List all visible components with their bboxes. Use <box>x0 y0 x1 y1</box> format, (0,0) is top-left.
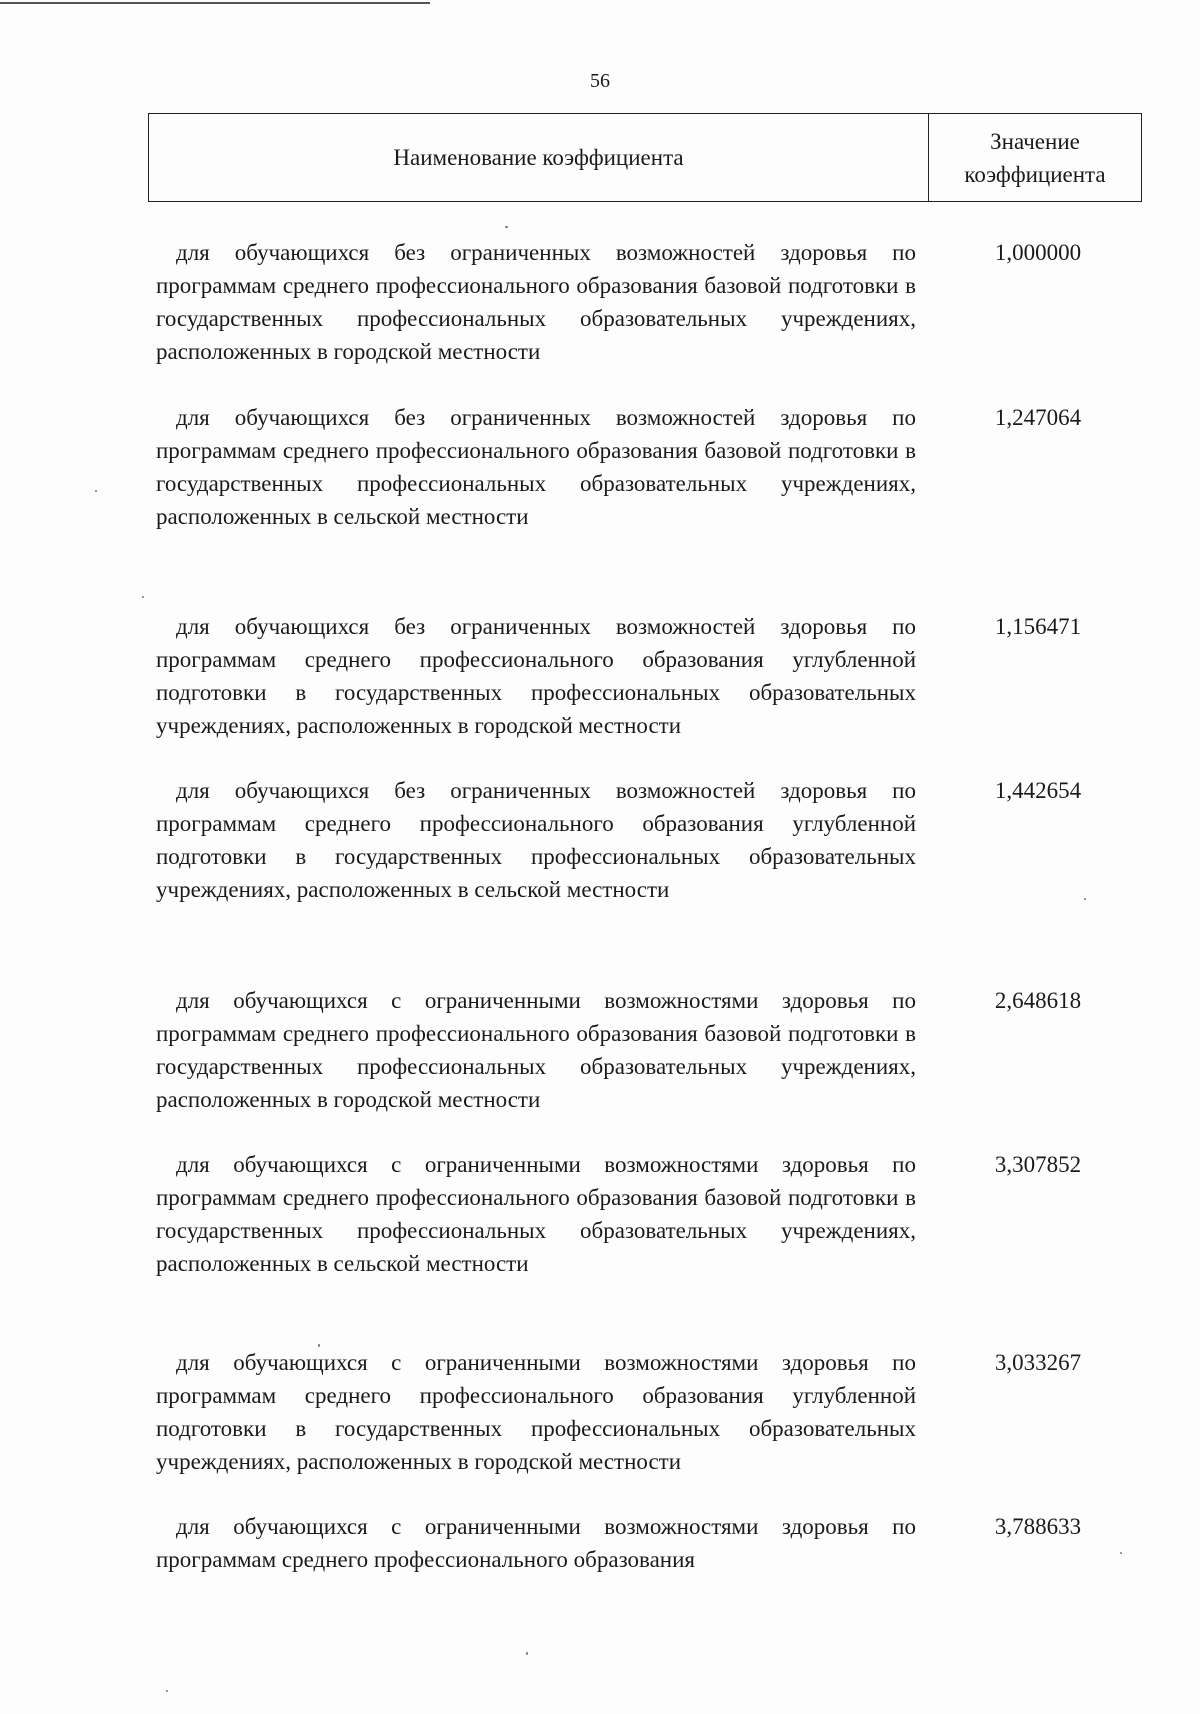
coefficient-description: для обучающихся без ограниченных возможностей здоровья по программам среднего профессионального образования углубленной подготовки в государственных профессиональных образовательных учреждениях, расположенных в сельской местности <box>156 778 916 902</box>
coefficient-value: 1,247064 <box>994 405 1082 430</box>
scan-speck <box>318 1344 320 1347</box>
coefficient-description: для обучающихся без ограниченных возможностей здоровья по программам среднего профессионального образования базовой подготовки в государственных профессиональных образовательных учреждениях, расположенных в сельской местности <box>156 405 916 529</box>
coefficient-value: 1,000000 <box>994 240 1082 265</box>
header-coefficient-name: Наименование коэффициента <box>149 114 929 201</box>
header-value-line1: Значение <box>990 128 1080 154</box>
coefficient-value: 3,788633 <box>994 1514 1082 1539</box>
coefficient-description: для обучающихся с ограниченными возможностями здоровья по программам среднего профессионального образования углубленной подготовки в государственных профессиональных образовательных учреждениях, расположенных в городской местности <box>156 1350 916 1474</box>
scan-edge-line <box>0 2 430 4</box>
header-value-line2: коэффициента <box>964 161 1106 187</box>
coefficient-value: 3,033267 <box>994 1350 1082 1375</box>
coefficient-value: 2,648618 <box>994 988 1082 1013</box>
coefficient-description: для обучающихся с ограниченными возможностями здоровья по программам среднего профессионального образования базовой подготовки в государственных профессиональных образовательных учреждениях, расположенных в городской местности <box>156 988 916 1112</box>
scan-speck <box>95 490 97 492</box>
coefficient-description: для обучающихся без ограниченных возможностей здоровья по программам среднего профессионального образования базовой подготовки в государственных профессиональных образовательных учреждениях, расположенных в городской местности <box>156 240 916 364</box>
table-header <box>148 113 1142 202</box>
coefficient-value: 3,307852 <box>994 1152 1082 1177</box>
scan-speck <box>166 1690 168 1692</box>
coefficient-description: для обучающихся без ограниченных возможностей здоровья по программам среднего профессионального образования углубленной подготовки в государственных профессиональных образовательных учреждениях, расположенных в городской местности <box>156 614 916 738</box>
coefficient-value: 1,442654 <box>994 778 1082 803</box>
scan-speck <box>1120 1552 1122 1554</box>
coefficient-description: для обучающихся с ограниченными возможностями здоровья по программам среднего профессионального образования <box>156 1514 916 1572</box>
scan-speck <box>526 1652 528 1655</box>
header-coefficient-value <box>929 114 1141 201</box>
page-number: 56 <box>590 70 610 92</box>
coefficient-description: для обучающихся с ограниченными возможностями здоровья по программам среднего профессионального образования базовой подготовки в государственных профессиональных образовательных учреждениях, расположенных в сельской местности <box>156 1152 916 1276</box>
scan-speck <box>1084 898 1086 900</box>
coefficient-value: 1,156471 <box>994 614 1082 639</box>
scan-speck <box>142 596 144 598</box>
scan-speck <box>505 226 508 228</box>
